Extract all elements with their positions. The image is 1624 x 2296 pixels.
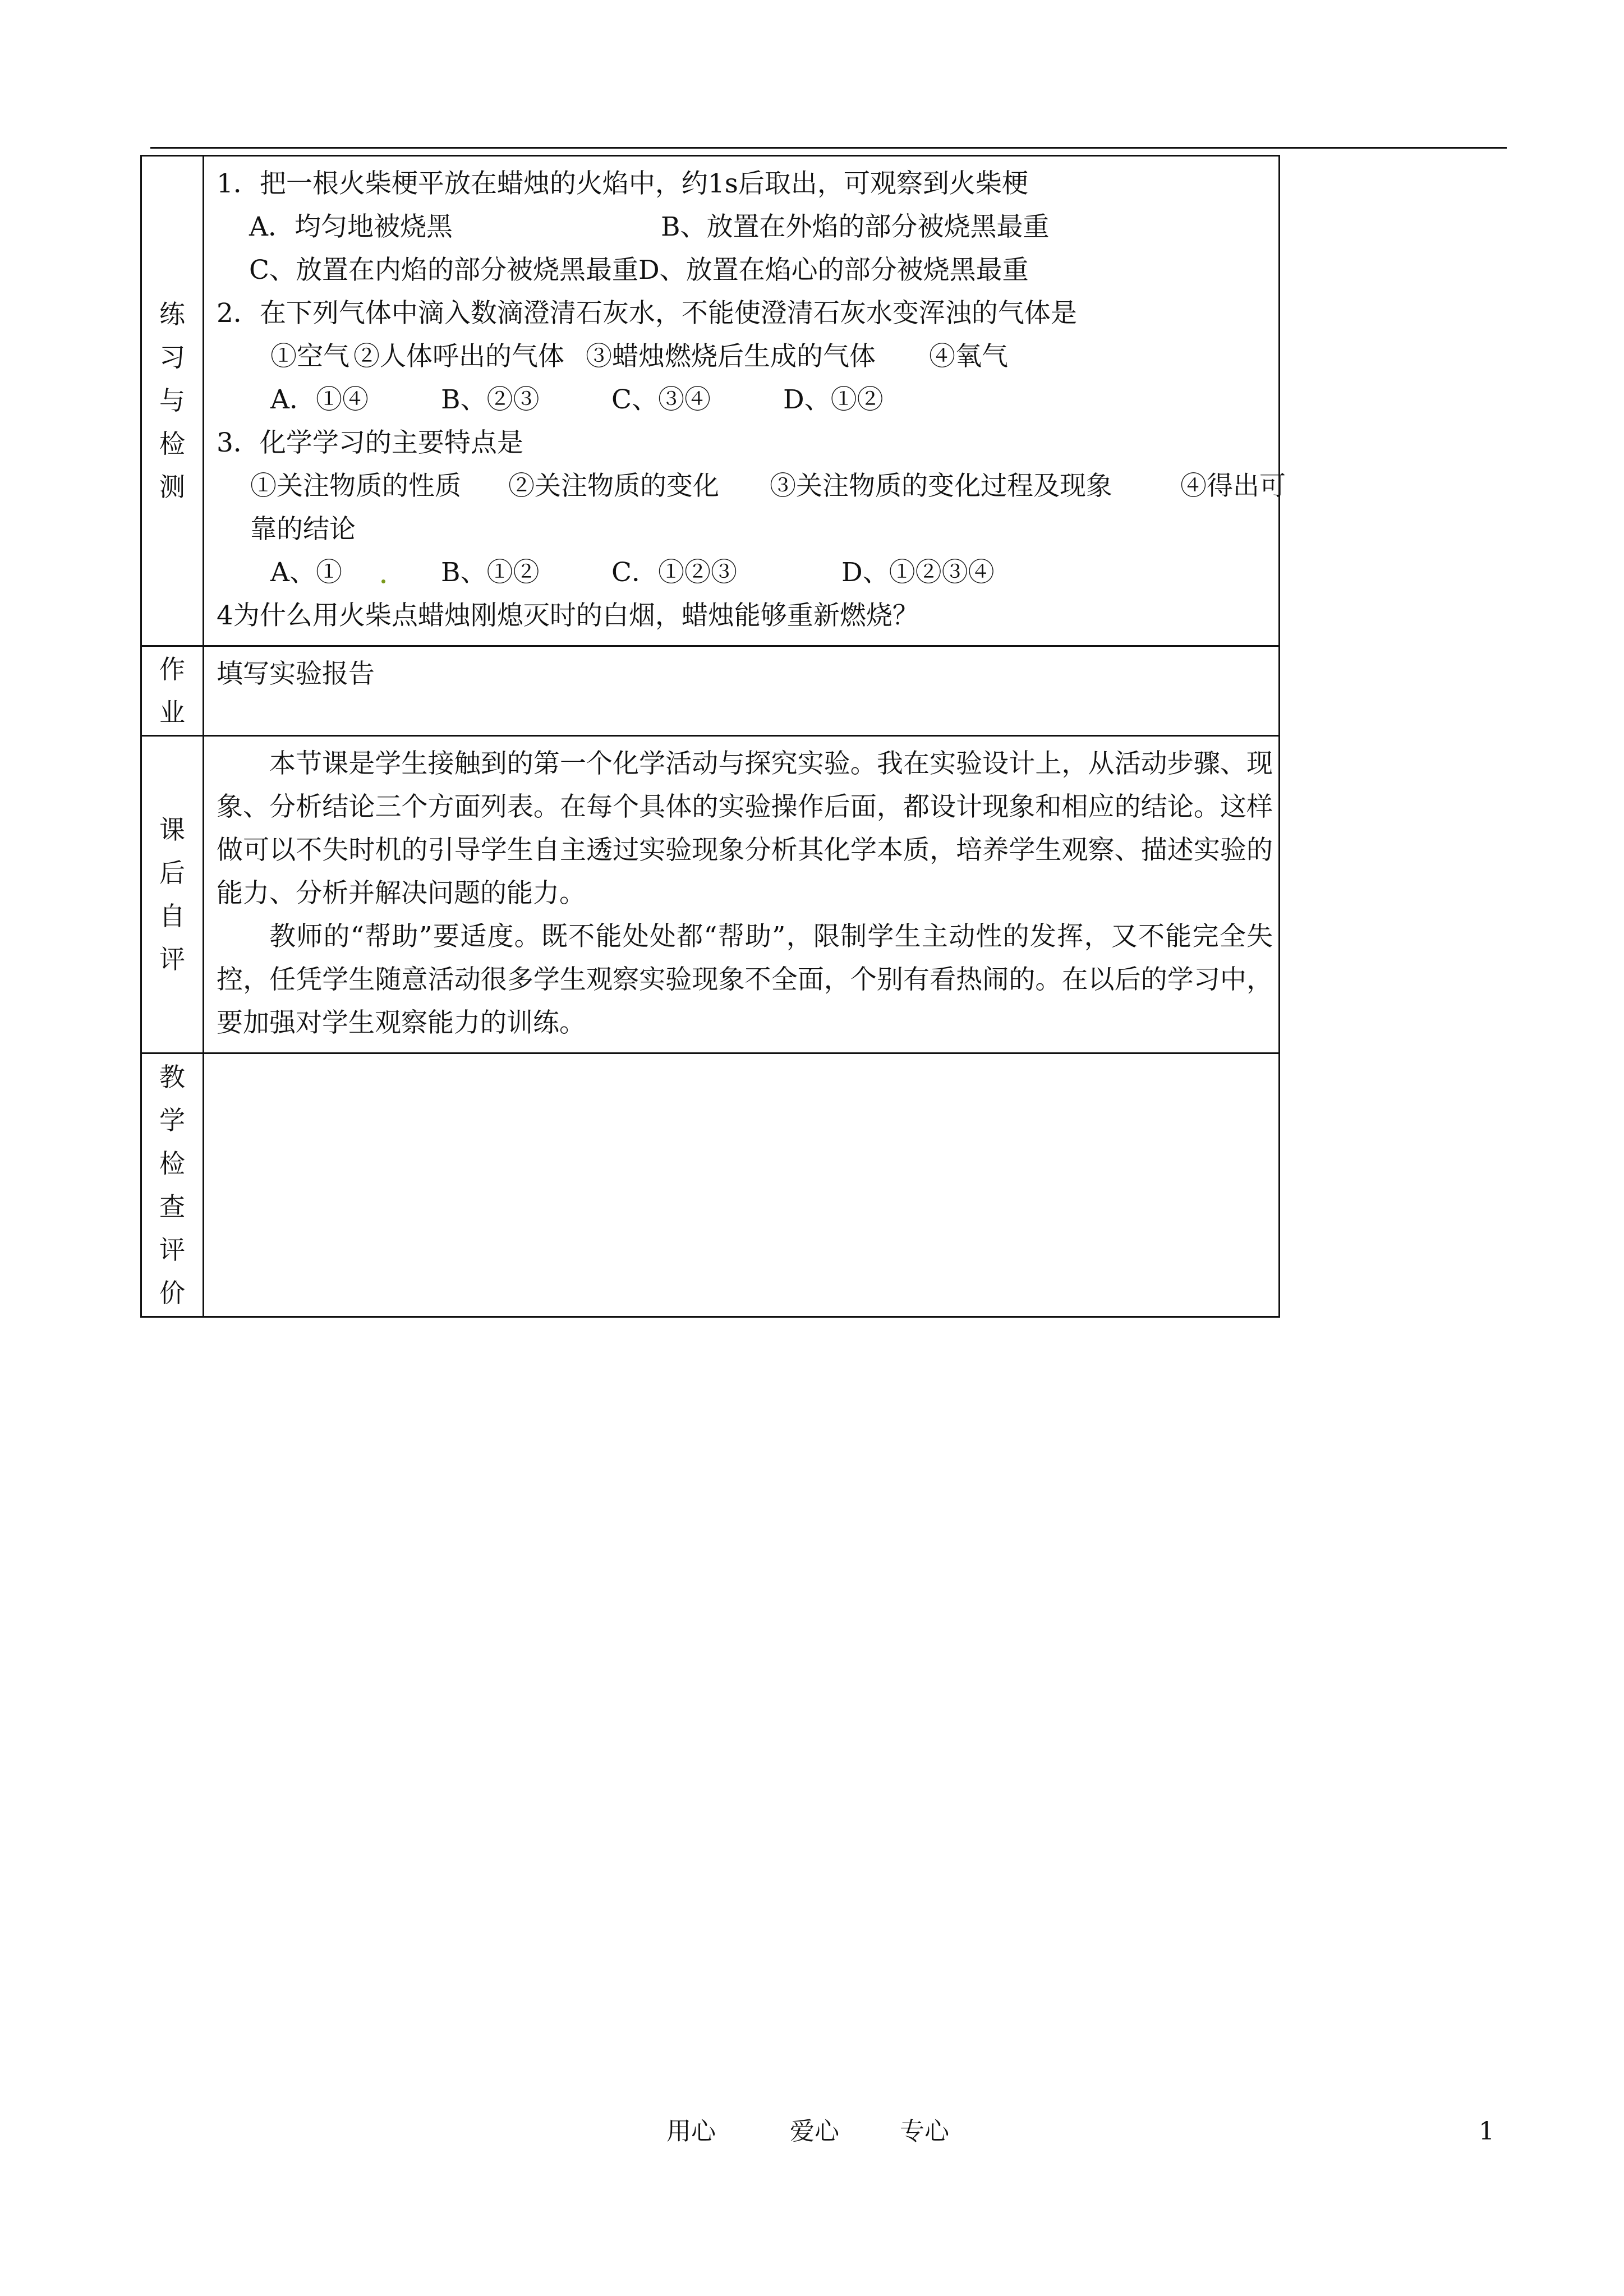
inspection-row: [141, 1053, 1280, 1317]
self-review-label: 课 后 自 评: [159, 814, 185, 974]
page-number: 1: [1479, 2117, 1494, 2146]
question-2-option-c: C、③④: [611, 384, 711, 415]
question-2-option-a: A．①④: [270, 384, 369, 415]
self-review-paragraph-2: 教师的“帮助”要适度。既不能处处都“帮助”，限制学生主动性的发挥，又不能完全失控，任凭学生随意活动很多学生观察实验现象不全面，个别有看热闹的。在以后的学习中，要加强对学生观察能力的训练。: [217, 921, 1273, 1038]
footer-motto-2: 爱心: [790, 2117, 839, 2146]
green-dot-mark: [381, 579, 385, 583]
question-2-option-d: D、①②: [783, 384, 884, 415]
question-3-option-d: D、①②③④: [841, 557, 995, 588]
self-review-row: [141, 736, 1280, 1053]
question-2-options: [217, 378, 1273, 421]
question-2-stem: 2．在下列气体中滴入数滴澄清石灰水，不能使澄清石灰水变浑浊的气体是: [217, 298, 1077, 329]
question-3-items-line-1: [217, 464, 1286, 508]
footer-motto-1: 用心: [666, 2117, 716, 2146]
question-1-option-a: A．均匀地被烧黑: [249, 211, 453, 242]
homework-label-cell: [141, 646, 204, 736]
question-1-options-cd: [217, 249, 1273, 292]
self-review-content: [204, 736, 1280, 1053]
question-2-item-1: ①空气: [270, 341, 349, 372]
question-3-item-1: ①关注物质的性质: [250, 471, 461, 501]
inspection-label: 教 学 检 查 评 价: [159, 1061, 185, 1308]
question-1-option-d: D、放置在焰心的部分被烧黑最重: [638, 255, 1029, 286]
question-3-option-a: A、①: [270, 557, 342, 588]
question-1-options-ab: [217, 205, 1273, 249]
stray-dot: [380, 551, 441, 594]
question-3-option-c: C．①②③: [611, 557, 737, 588]
question-2-option-b: B、②③: [441, 384, 540, 415]
question-1-stem: 1．把一根火柴梗平放在蜡烛的火焰中，约1s后取出，可观察到火柴梗: [217, 168, 1028, 199]
footer-mottos: [666, 2115, 949, 2148]
homework-label: 作 业: [159, 654, 185, 728]
self-review-paragraph-1: 本节课是学生接触到的第一个化学活动与探究实验。我在实验设计上，从活动步骤、现象、分析结论三个方面列表。在每个具体的实验操作后面，都设计现象和相应的结论。这样做可以不失时机的引导学生自主透过实验现象分析其化学本质，培养学生观察、描述实验的能力、分析并解决问题的能力。: [217, 748, 1273, 909]
homework-text: 填写实验报告: [217, 659, 375, 689]
question-2-item-3: ③蜡烛燃烧后生成的气体: [586, 341, 876, 372]
header-rule: [150, 147, 1507, 149]
lesson-table: [140, 155, 1286, 1318]
homework-row: [141, 646, 1280, 736]
self-review-label-cell: [141, 736, 204, 1053]
question-4-stem: 4为什么用火柴点蜡烛刚熄灭时的白烟，蜡烛能够重新燃烧？: [217, 600, 919, 631]
footer-motto-3: 专心: [900, 2117, 949, 2146]
practice-label-cell: [141, 156, 204, 646]
question-2-items: [217, 335, 1273, 378]
practice-label: 练 习 与 检 测: [159, 299, 185, 502]
inspection-content: [204, 1053, 1280, 1317]
question-1-option-c: C、放置在内焰的部分被烧黑最重: [249, 255, 638, 286]
inspection-label-cell: [141, 1053, 204, 1317]
practice-row: [141, 156, 1280, 646]
question-3-item-2: ②关注物质的变化: [508, 471, 719, 501]
question-2-item-2: ②人体呼出的气体: [353, 341, 564, 372]
practice-content: [204, 156, 1286, 646]
homework-content: [204, 646, 1280, 736]
question-3-stem: 3．化学学习的主要特点是: [217, 427, 523, 458]
question-2-item-4: ④氧气: [929, 341, 1008, 372]
question-3-items-line-2: 靠的结论: [250, 514, 356, 545]
question-3-item-4: ④得出可: [1180, 471, 1286, 501]
question-3-option-b: B、①②: [441, 557, 540, 588]
question-1-option-b: B、放置在外焰的部分被烧黑最重: [661, 211, 1050, 242]
question-3-item-3: ③关注物质的变化过程及现象: [770, 471, 1112, 501]
question-3-options: [217, 551, 1273, 594]
